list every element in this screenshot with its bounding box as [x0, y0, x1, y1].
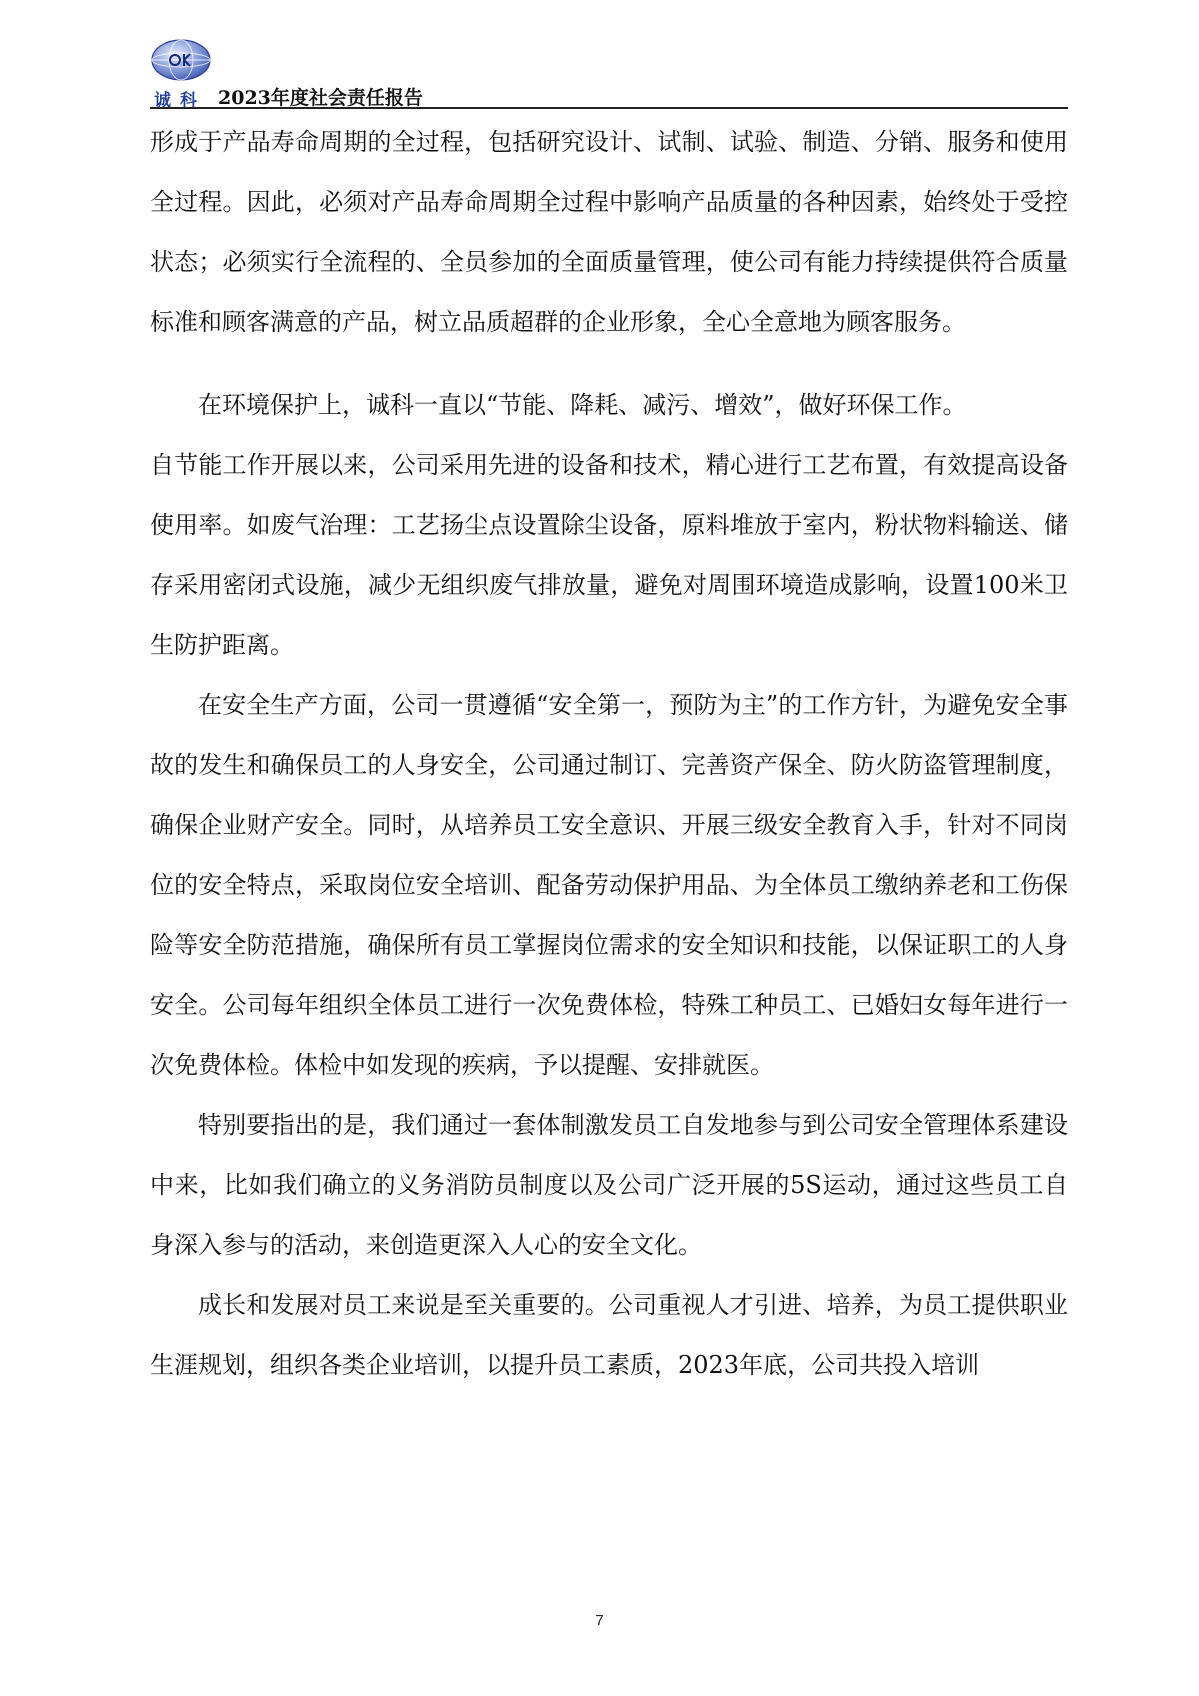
- body-text: [150, 112, 1068, 1395]
- paragraph-safety-culture: 特别要指出的是，我们通过一套体制激发员工自发地参与到公司安全管理体系建设中来，比如我们确立的义务消防员制度以及公司广泛开展的5S运动，通过这些员工自身深入参与的活动，来创造更深入人心的安全文化。: [150, 1111, 1068, 1259]
- paragraph-energy-saving: 自节能工作开展以来，公司采用先进的设备和技术，精心进行工艺布置，有效提高设备使用率。如废气治理：工艺扬尘点设置除尘设备，原料堆放于室内，粉状物料输送、储存采用密闭式设施，减少无组织废气排放量，避免对周围环境造成影响，设置100米卫生防护距离。: [150, 451, 1068, 659]
- logo-text: 诚科: [154, 91, 206, 111]
- paragraph-safety: 在安全生产方面，公司一贯遵循“安全第一，预防为主”的工作方针，为避免安全事故的发生和确保员工的人身安全，公司通过制订、完善资产保全、防火防盗管理制度，确保企业财产安全。同时，从培养员工安全意识、开展三级安全教育入手，针对不同岗位的安全特点，采取岗位安全培训、配备劳动保护用品、为全体员工缴纳养老和工伤保险等安全防范措施，确保所有员工掌握岗位需求的安全知识和技能，以保证职工的人身安全。公司每年组织全体员工进行一次免费体检，特殊工种员工、已婚妇女每年进行一次免费体检。体检中如发现的疾病，予以提醒、安排就医。: [150, 691, 1068, 1079]
- header-divider: [150, 107, 1068, 109]
- report-title: 2023年度社会责任报告: [218, 87, 423, 109]
- page-number: 7: [595, 1612, 604, 1629]
- paragraph-environment-intro: 在环境保护上，诚科一直以“节能、降耗、减污、增效”，做好环保工作。: [198, 391, 967, 419]
- paragraph-quality: 形成于产品寿命周期的全过程，包括研究设计、试制、试验、制造、分销、服务和使用全过程。因此，必须对产品寿命周期全过程中影响产品质量的各种因素，始终处于受控状态；必须实行全流程的、全员参加的全面质量管理，使公司有能力持续提供符合质量标准和顾客满意的产品，树立品质超群的企业形象，全心全意地为顾客服务。: [150, 128, 1068, 336]
- paragraph-training: 成长和发展对员工来说是至关重要的。公司重视人才引进、培养，为员工提供职业生涯规划，组织各类企业培训，以提升员工素质，2023年底，公司共投入培训: [150, 1291, 1068, 1379]
- company-logo-icon: [150, 38, 212, 82]
- page-header: [150, 38, 1068, 110]
